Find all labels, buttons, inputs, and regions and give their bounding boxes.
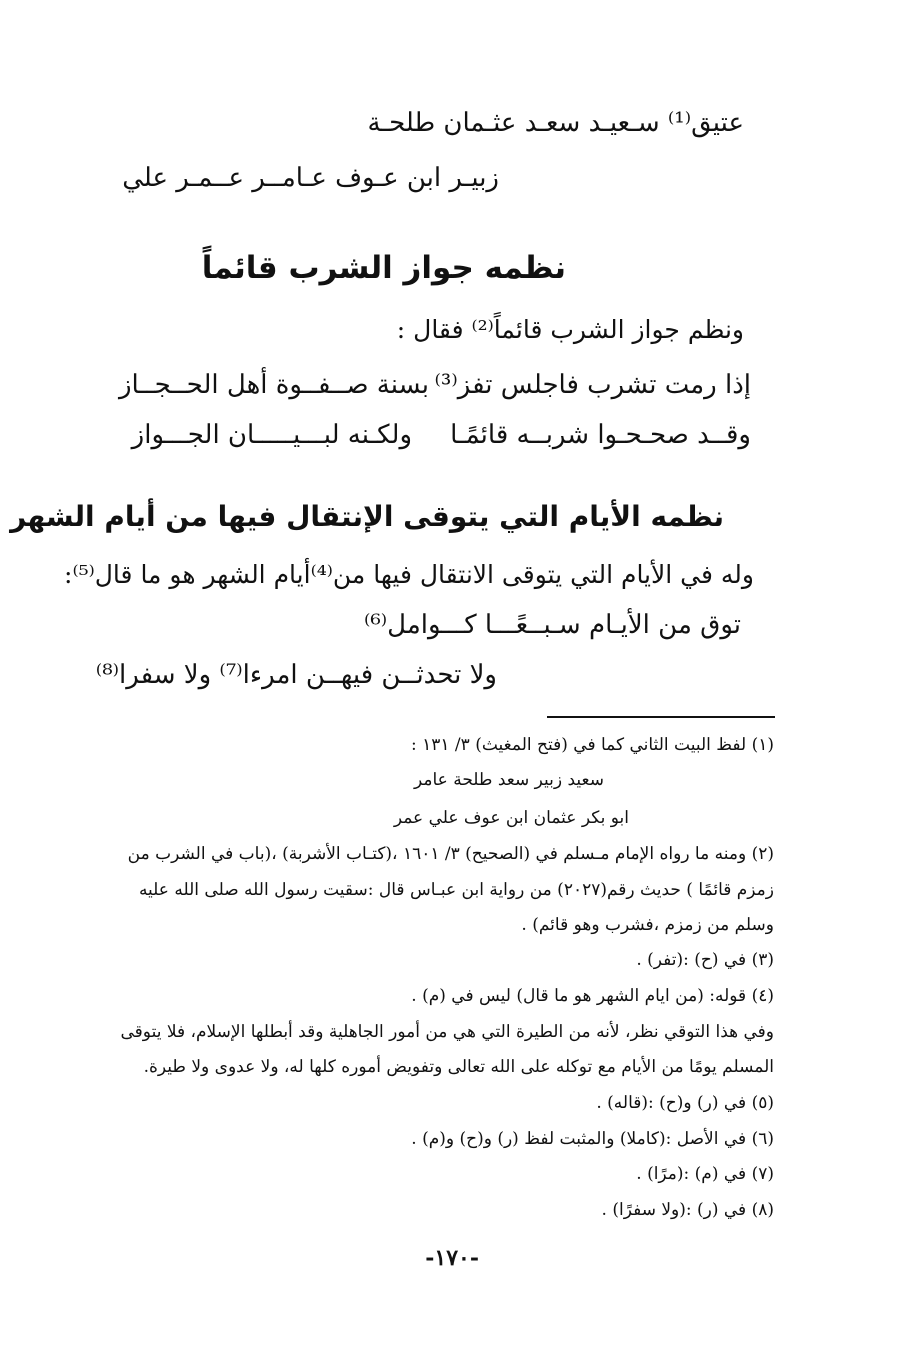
section-heading-days: نظمه الأيام التي يتوقى الإنتقال فيها من أيام الشهر bbox=[10, 500, 724, 533]
footnote-4-line-a: وفي هذا التوقي نظر، لأنه من الطيرة التي هي من أمور الجاهلية وقد أبطلها الإسلام، فلا يتوقى bbox=[120, 1022, 774, 1042]
verse-line-1: عتيق⁽¹⁾ سـعيـد سعـد عثـمان طلحـة bbox=[367, 108, 744, 138]
footnote-1: (١) لفظ البيت الثاني كما في (فتح المغيث) ٣/ ١٣١ : bbox=[410, 735, 774, 755]
footnote-6: (٦) في الأصل :(كاملا) والمثبت لفظ (ر) و(ح) و(م) . bbox=[411, 1129, 774, 1149]
section-intro-days: وله في الأيام التي يتوقى الانتقال فيها من⁽⁴⁾أيام الشهر هو ما قال⁽⁵⁾: bbox=[64, 560, 754, 589]
page-number: -١٧٠- bbox=[425, 1245, 479, 1271]
section-heading-drinking-standing: نظمه جواز الشرب قائماً bbox=[201, 250, 566, 286]
footnote-2-line-c: وسلم من زمزم ،فشرب وهو قائم) . bbox=[521, 915, 774, 935]
footnote-4-line-b: المسلم يومًا من الأيام مع توكله على الله تعالى وتفويض أموره كلها له، ولا عدوى ولا طيرة. bbox=[143, 1057, 774, 1077]
footnote-2-line-b: زمزم قائمًا ) حديث رقم(٢٠٢٧) من رواية ابن عبـاس قال :سقيت رسول الله صلى الله عليه bbox=[138, 880, 774, 900]
footnote-1-line-b: ابو بكر عثمان ابن عوف علي عمر bbox=[393, 808, 629, 828]
verse-2-hemistich-left: ولكـنه لبـــيـــــان الجـــواز bbox=[131, 420, 412, 450]
footnote-7: (٧) في (م) :(مرًا) . bbox=[636, 1164, 774, 1184]
verse-line-2: زبيـر ابن عـوف عـامــر عــمـر علي bbox=[122, 163, 499, 193]
verse-1-hemistich-right: إذا رمت تشرب فاجلس تفز⁽³⁾ bbox=[434, 370, 751, 400]
verse-1-hemistich-left: بسنة صــفــوة أهل الحــجــاز bbox=[118, 370, 429, 400]
footnote-3: (٣) في (ح) :(تفر) . bbox=[636, 950, 774, 970]
footnote-5: (٥) في (ر) و(ح) :(قاله) . bbox=[596, 1093, 774, 1113]
footnote-1-line-a: سعيد زبير سعد طلحة عامر bbox=[414, 770, 604, 790]
footnote-4: (٤) قوله: (من ايام الشهر هو ما قال) ليس في (م) . bbox=[411, 986, 774, 1006]
footnote-separator bbox=[547, 716, 775, 718]
footnote-8: (٨) في (ر) :(ولا سفرًا) . bbox=[601, 1200, 774, 1220]
verse-2-hemistich-right: وقــد صحـحـوا شربــه قائمًـا bbox=[450, 420, 751, 450]
section-intro-drinking: ونظم جواز الشرب قائماً⁽²⁾ فقال : bbox=[396, 315, 744, 344]
verse-days-2: ولا تحدثــن فيهــن امرءا⁽⁷⁾ ولا سفرا⁽⁸⁾ bbox=[95, 660, 497, 690]
verse-days-1: توق من الأيـام سـبــعًـــا كـــوامل⁽⁶⁾ bbox=[363, 610, 741, 640]
footnote-2-line-a: (٢) ومنه ما رواه الإمام مـسلم في (الصحيح) ٣/ ١٦٠١ ،(كتـاب الأشربة) ،(باب في الشرب من bbox=[127, 844, 774, 864]
